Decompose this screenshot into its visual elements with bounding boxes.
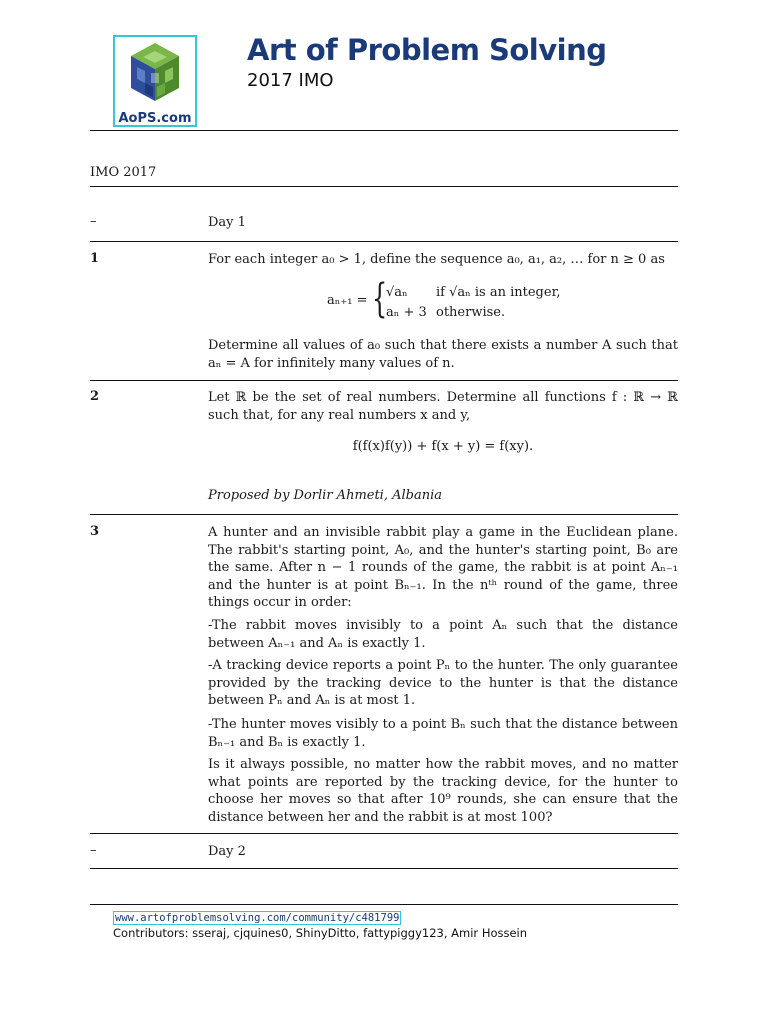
section-title: IMO 2017	[90, 165, 157, 180]
problem-1-number: 1	[90, 251, 100, 266]
divider	[90, 130, 678, 131]
problem-1-case1-cond: if √aₙ is an integer,	[436, 285, 561, 300]
contributors: Contributors: sseraj, cjquines0, ShinyDitto, fattypiggy123, Amir Hossein	[113, 926, 528, 940]
divider	[90, 380, 678, 381]
problem-1-case2-expr: aₙ + 3	[386, 305, 427, 320]
divider	[90, 833, 678, 834]
problem-3-para2: -The rabbit moves invisibly to a point Aₙ such that the distance between Aₙ₋₁ and Aₙ is exactly 1.	[208, 618, 678, 651]
day1-marker: –	[90, 214, 97, 229]
problem-3-para5: Is it always possible, no matter how the rabbit moves, and no matter what points are reported by the tracking device, for the hunter to choose her moves so that after 10⁹ rounds, she can ensure that the distance between her and the rabbit is at most 100?	[208, 757, 678, 825]
brand-title: Art of Problem Solving	[247, 33, 607, 67]
community-link[interactable]: www.artofproblemsolving.com/community/c481799	[115, 912, 400, 924]
day1-label: Day 1	[208, 215, 246, 230]
divider	[90, 186, 678, 187]
problem-3-para1: A hunter and an invisible rabbit play a game in the Euclidean plane. The rabbit's starting point, A₀, and the hunter's starting point, B₀ are the same. After n − 1 rounds of the game, the rabbit is at point Aₙ₋₁ and the hunter is at point Bₙ₋₁. In the nᵗʰ round of the game, three things occur in order:	[208, 525, 678, 610]
divider	[90, 514, 678, 515]
problem-1-case1-expr: √aₙ	[386, 285, 408, 300]
problem-1-body: Determine all values of a₀ such that there exists a number A such that aₙ = A for infinitely many values of n.	[208, 338, 678, 371]
problem-1-formula-lhs: aₙ₊₁ =	[327, 293, 368, 308]
problem-1-case2-cond: otherwise.	[436, 305, 506, 320]
problem-1-intro: For each integer a₀ > 1, define the sequence a₀, a₁, a₂, … for n ≥ 0 as	[208, 252, 665, 267]
page-subtitle: 2017 IMO	[247, 70, 334, 91]
problem-3-para3: -A tracking device reports a point Pₙ to the hunter. The only guarantee provided by the tracking device to the hunter is that the distance between Pₙ and Aₙ is at most 1.	[208, 658, 678, 708]
problem-3-para4: -The hunter moves visibly to a point Bₙ such that the distance between Bₙ₋₁ and Bₙ is exactly 1.	[208, 717, 678, 750]
cube-logo-icon	[123, 39, 187, 109]
divider	[90, 868, 678, 869]
aops-logo[interactable]	[113, 35, 197, 127]
footer-divider	[90, 904, 678, 905]
day2-marker: –	[90, 843, 97, 858]
problem-2-proposed: Proposed by Dorlir Ahmeti, Albania	[208, 488, 443, 503]
logo-text: AoPS.com	[118, 111, 192, 126]
problem-2-equation: f(f(x)f(y)) + f(x + y) = f(xy).	[352, 439, 534, 454]
problem-2-number: 2	[90, 389, 100, 404]
problem-3-number: 3	[90, 524, 100, 539]
brace-icon: {	[372, 276, 388, 322]
divider	[90, 241, 678, 242]
problem-2-body: Let ℝ be the set of real numbers. Determine all functions f : ℝ → ℝ such that, for any real numbers x and y,	[208, 390, 678, 423]
day2-label: Day 2	[208, 844, 246, 859]
